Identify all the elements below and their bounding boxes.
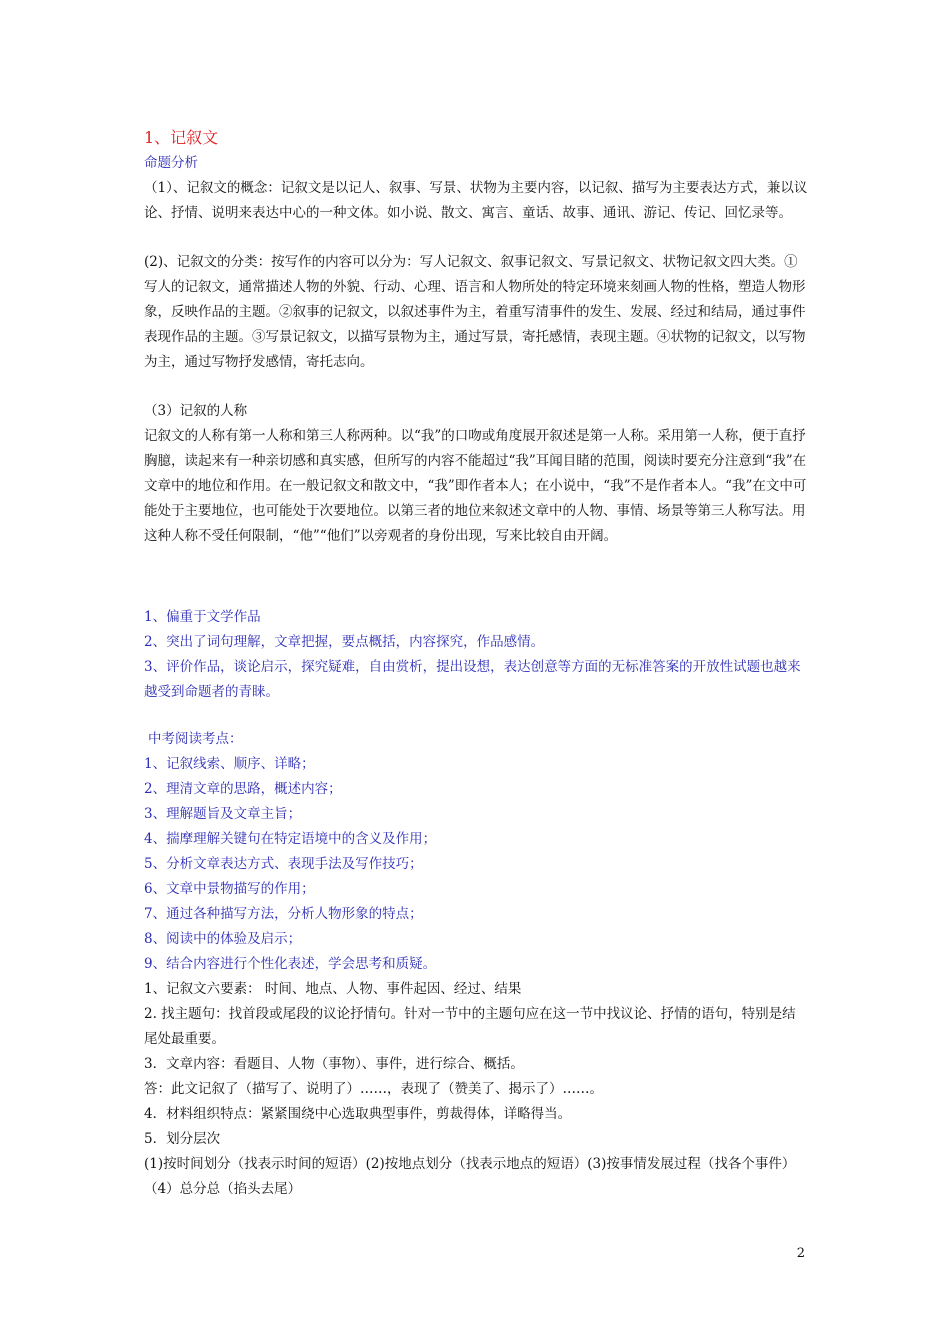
tip-item: 3．文章内容：看题目、人物（事物）、事件，进行综合、概括。: [144, 1056, 524, 1072]
section-subtitle: 命题分析: [144, 155, 198, 171]
exam-point-item: 1、记叙线索、顺序、详略；: [144, 756, 315, 772]
exam-point-item: 9、结合内容进行个性化表述，学会思考和质疑。: [144, 956, 437, 972]
exam-point-item: 2、理清文章的思路，概述内容；: [144, 781, 342, 797]
exam-point-item: 3、理解题旨及文章主旨；: [144, 806, 302, 822]
tips-list: [144, 977, 809, 1202]
feature-item: 3、评价作品，谈论启示，探究疑难，自由赏析，提出设想，表达创意等方面的无标准答案的开放性试题也越来越受到命题者的青睐。: [144, 659, 801, 700]
page-number: 2: [796, 1246, 805, 1261]
tip-item: 4．材料组织特点：紧紧围绕中心选取典型事件，剪裁得体，详略得当。: [144, 1106, 572, 1122]
tip-item: 答：此文记叙了（描写了、说明了）……，表现了（赞美了、揭示了）……。: [144, 1081, 603, 1097]
concept-paragraph: （1）、记叙文的概念：记叙文是以记人、叙事、写景、状物为主要内容，以记叙、描写为主要表达方式，兼以议论、抒情、说明来表达中心的一种文体。如小说、散文、寓言、童话、故事、通讯、游记、传记、回忆录等。: [144, 180, 808, 221]
exam-point-item: 8、阅读中的体验及启示；: [144, 931, 302, 947]
person-heading: （3）记叙的人称: [144, 403, 248, 419]
section-title: 1、记叙文: [144, 128, 219, 147]
exam-point-item: 4、揣摩理解关键句在特定语境中的含义及作用；: [144, 831, 437, 847]
page-content: [144, 125, 809, 1202]
feature-item: 2、突出了词句理解，文章把握，要点概括，内容探究，作品感情。: [144, 634, 545, 650]
tip-item: 2. 找主题句：找首段或尾段的议论抒情句。针对一节中的主题句应在这一节中找议论、抒情的语句，特别是结尾处最重要。: [144, 1006, 796, 1047]
feature-item: 1、偏重于文学作品: [144, 609, 261, 625]
classification-paragraph: (2)、记叙文的分类：按写作的内容可以分为：写人记叙文、叙事记叙文、写景记叙文、状物记叙文四大类。①写人的记叙文，通常描述人物的外貌、行动、心理、语言和人物所处的特定环境来刻画人物的性格，塑造人物形象，反映作品的主题。②叙事的记叙文，以叙述事件为主，着重写清事件的发生、发展、经过和结局，通过事件表现作品的主题。③写景记叙文，以描写景物为主，通过写景，寄托感情，表现主题。④状物的记叙文，以写物为主，通过写物抒发感情，寄托志向。: [144, 254, 806, 370]
person-paragraph: 记叙文的人称有第一人称和第三人称两种。以“我”的口吻或角度展开叙述是第一人称。采用第一人称，便于直抒胸臆，读起来有一种亲切感和真实感，但所写的内容不能超过“我”耳闻目睹的范围，阅读时要充分注意到“我”在文章中的地位和作用。在一般记叙文和散文中，“我”即作者本人；在小说中，“我”不是作者本人。“我”在文中可能处于主要地位，也可能处于次要地位。以第三者的地位来叙述文章中的人物、事情、场景等第三人称写法。用这种人称不受任何限制，“他”“他们”以旁观者的身份出现，写来比较自由开阔。: [144, 428, 807, 544]
exam-points-heading: 中考阅读考点：: [148, 731, 243, 747]
exam-point-item: 6、文章中景物描写的作用；: [144, 881, 315, 897]
exam-point-item: 5、分析文章表达方式、表现手法及写作技巧；: [144, 856, 423, 872]
exam-point-item: 7、通过各种描写方法，分析人物形象的特点；: [144, 906, 423, 922]
features-list: [144, 605, 809, 705]
tip-item: (1)按时间划分（找表示时间的短语）(2)按地点划分（找表示地点的短语）(3)按事情发展过程（找各个事件）（4）总分总（掐头去尾）: [144, 1156, 796, 1197]
exam-points-list: [144, 727, 809, 977]
tip-item: 1、记叙文六要素： 时间、地点、人物、事件起因、经过、结果: [144, 981, 522, 997]
tip-item: 5．划分层次: [144, 1131, 221, 1147]
